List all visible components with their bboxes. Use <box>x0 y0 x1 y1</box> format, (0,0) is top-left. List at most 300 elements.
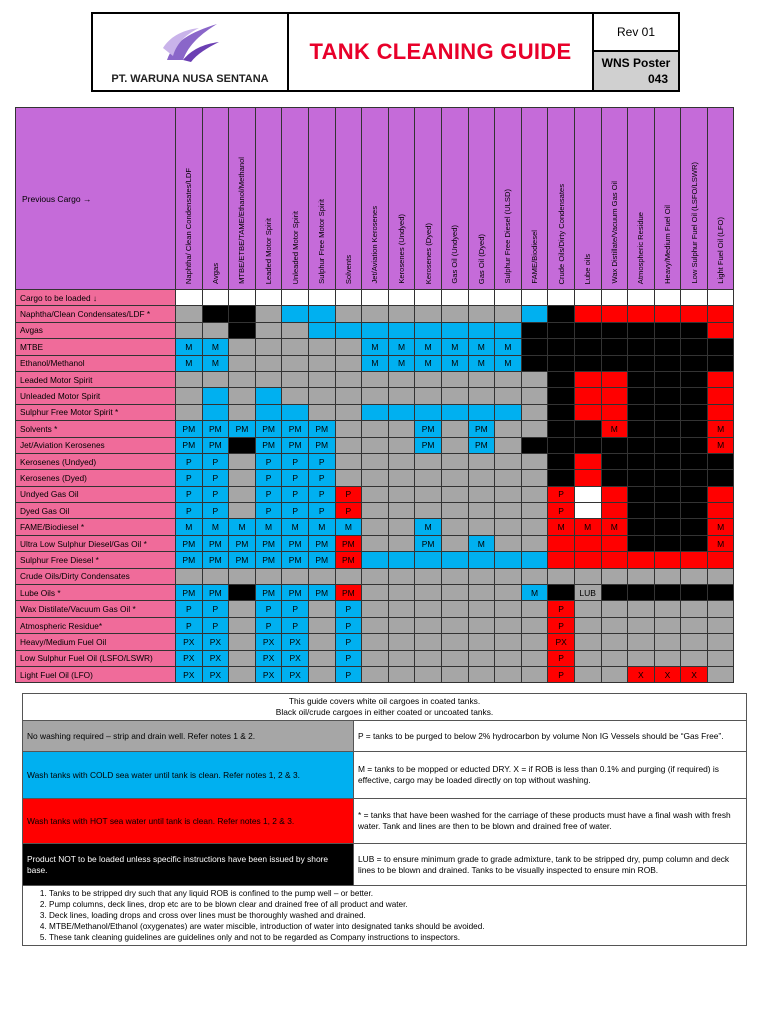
matrix-cell: P <box>548 601 575 617</box>
matrix-cell <box>255 355 282 371</box>
row-header: Unleaded Motor Spirit <box>16 388 176 404</box>
matrix-cell <box>521 617 548 633</box>
matrix-cell <box>362 486 389 502</box>
matrix-cell: P <box>255 601 282 617</box>
matrix-cell <box>335 470 362 486</box>
matrix-cell <box>468 650 495 666</box>
matrix-cell: P <box>176 601 203 617</box>
poster-line1: WNS Poster <box>601 56 671 70</box>
matrix-cell <box>255 371 282 387</box>
matrix-cell <box>628 404 655 420</box>
matrix-cell: M <box>415 519 442 535</box>
matrix-cell <box>415 666 442 682</box>
matrix-cell: PM <box>202 585 229 601</box>
matrix-cell <box>415 601 442 617</box>
matrix-cell <box>468 470 495 486</box>
matrix-cell <box>282 404 309 420</box>
column-header-label: Kerosenes (Dyed) <box>423 222 433 284</box>
matrix-cell: M <box>707 535 734 551</box>
matrix-cell <box>601 290 628 306</box>
matrix-cell <box>521 552 548 568</box>
column-header <box>388 108 415 290</box>
matrix-cell <box>388 650 415 666</box>
matrix-cell <box>229 617 256 633</box>
matrix-cell <box>707 470 734 486</box>
matrix-cell <box>388 519 415 535</box>
matrix-cell: P <box>176 470 203 486</box>
column-header-label: Atmospheric Residue <box>636 211 646 284</box>
matrix-cell <box>388 535 415 551</box>
matrix-cell <box>362 666 389 682</box>
matrix-cell <box>654 339 681 355</box>
matrix-cell: PM <box>255 585 282 601</box>
cargo-to-be-loaded-label: Cargo to be loaded ↓ <box>16 290 176 306</box>
matrix-cell <box>601 371 628 387</box>
matrix-cell <box>335 568 362 584</box>
matrix-cell: P <box>548 666 575 682</box>
matrix-row <box>16 503 734 519</box>
matrix-cell <box>681 585 708 601</box>
matrix-cell <box>654 388 681 404</box>
matrix-cell <box>176 290 203 306</box>
matrix-cell <box>495 486 522 502</box>
matrix-cell <box>601 322 628 338</box>
matrix-cell <box>681 470 708 486</box>
matrix-cell <box>308 601 335 617</box>
matrix-cell <box>495 585 522 601</box>
matrix-cell: PX <box>176 666 203 682</box>
row-header: Wax Distilate/Vacuum Gas Oil * <box>16 601 176 617</box>
column-header <box>282 108 309 290</box>
matrix-cell <box>521 339 548 355</box>
matrix-cell: M <box>362 339 389 355</box>
matrix-cell <box>628 388 655 404</box>
column-header <box>255 108 282 290</box>
matrix-cell <box>441 306 468 322</box>
matrix-cell <box>388 306 415 322</box>
matrix-cell: M <box>707 437 734 453</box>
column-header-label: Naphtha/ Clean Condensates/LDF <box>184 167 194 284</box>
matrix-cell <box>415 453 442 469</box>
matrix-cell: P <box>255 453 282 469</box>
matrix-cell <box>628 421 655 437</box>
matrix-cell <box>654 617 681 633</box>
matrix-cell: M <box>601 519 628 535</box>
matrix-cell <box>521 666 548 682</box>
matrix-cell <box>468 552 495 568</box>
matrix-cell: M <box>548 519 575 535</box>
matrix-cell <box>574 552 601 568</box>
matrix-cell: P <box>335 650 362 666</box>
column-header-label: Crude Oils/Dirty Condensates <box>556 183 566 284</box>
matrix-cell <box>521 355 548 371</box>
matrix-cell <box>415 290 442 306</box>
matrix-cell <box>282 388 309 404</box>
matrix-cell <box>468 519 495 535</box>
matrix-cell <box>362 585 389 601</box>
revision-label: Rev 01 <box>594 14 678 52</box>
row-header: Light Fuel Oil (LFO) <box>16 666 176 682</box>
matrix-row <box>16 552 734 568</box>
matrix-row <box>16 519 734 535</box>
row-header: Leaded Motor Spirit <box>16 371 176 387</box>
matrix-cell <box>574 601 601 617</box>
matrix-cell: LUB <box>574 585 601 601</box>
matrix-cell: P <box>255 486 282 502</box>
matrix-cell <box>308 322 335 338</box>
matrix-cell <box>707 617 734 633</box>
matrix-cell <box>468 568 495 584</box>
matrix-cell <box>681 634 708 650</box>
column-header-label: Kerosenes (Undyed) <box>397 214 407 284</box>
matrix-cell <box>574 650 601 666</box>
matrix-cell <box>308 339 335 355</box>
matrix-cell <box>229 453 256 469</box>
legend-intro <box>23 694 747 721</box>
matrix-cell <box>521 470 548 486</box>
matrix-cell <box>681 552 708 568</box>
matrix-cell: P <box>202 486 229 502</box>
matrix-cell <box>574 388 601 404</box>
matrix-cell <box>574 306 601 322</box>
matrix-cell <box>707 339 734 355</box>
column-header <box>707 108 734 290</box>
matrix-cell <box>548 355 575 371</box>
column-header <box>495 108 522 290</box>
matrix-cell: PM <box>202 421 229 437</box>
matrix-cell <box>601 470 628 486</box>
matrix-cell <box>628 322 655 338</box>
matrix-cell <box>521 601 548 617</box>
matrix-row <box>16 339 734 355</box>
column-header <box>202 108 229 290</box>
matrix-cell <box>468 601 495 617</box>
matrix-cell <box>441 634 468 650</box>
matrix-cell <box>308 290 335 306</box>
matrix-cell: M <box>176 339 203 355</box>
matrix-cell <box>362 601 389 617</box>
matrix-cell <box>308 388 335 404</box>
matrix-cell <box>308 404 335 420</box>
matrix-cell: PX <box>548 634 575 650</box>
matrix-cell: P <box>255 470 282 486</box>
matrix-cell <box>495 650 522 666</box>
matrix-cell: PM <box>176 552 203 568</box>
matrix-cell <box>654 404 681 420</box>
matrix-cell: PX <box>255 666 282 682</box>
matrix-cell <box>654 421 681 437</box>
matrix-cell <box>601 306 628 322</box>
matrix-cell <box>362 470 389 486</box>
matrix-cell: P <box>282 617 309 633</box>
matrix-cell: P <box>255 503 282 519</box>
matrix-cell <box>628 355 655 371</box>
matrix-cell <box>229 339 256 355</box>
matrix-cell <box>255 388 282 404</box>
matrix-cell <box>415 634 442 650</box>
matrix-cell <box>654 322 681 338</box>
column-header <box>308 108 335 290</box>
column-header <box>415 108 442 290</box>
matrix-cell <box>441 568 468 584</box>
matrix-cell <box>681 306 708 322</box>
matrix-cell: PM <box>202 552 229 568</box>
matrix-cell: PM <box>335 535 362 551</box>
matrix-cell <box>362 552 389 568</box>
matrix-cell <box>202 290 229 306</box>
row-header: Atmospheric Residue* <box>16 617 176 633</box>
matrix-cell <box>415 322 442 338</box>
matrix-cell: P <box>335 666 362 682</box>
matrix-cell <box>654 634 681 650</box>
matrix-cell <box>255 322 282 338</box>
matrix-cell <box>548 568 575 584</box>
matrix-cell <box>229 666 256 682</box>
matrix-cell: P <box>308 470 335 486</box>
matrix-cell <box>654 355 681 371</box>
matrix-cell: X <box>654 666 681 682</box>
matrix-cell <box>574 634 601 650</box>
column-header <box>441 108 468 290</box>
poster-id <box>594 52 678 90</box>
matrix-cell <box>441 535 468 551</box>
matrix-cell <box>335 388 362 404</box>
matrix-row <box>16 371 734 387</box>
matrix-cell <box>176 404 203 420</box>
matrix-cell <box>495 666 522 682</box>
note-item: 4. MTBE/Methanol/Ethanol (oxygenates) are water miscible, introduction of water into designated tanks should be avoided. <box>49 921 742 932</box>
matrix-cell: PX <box>255 650 282 666</box>
matrix-cell <box>707 453 734 469</box>
matrix-cell <box>229 322 256 338</box>
matrix-cell: P <box>335 634 362 650</box>
matrix-cell <box>441 503 468 519</box>
matrix-cell <box>495 388 522 404</box>
matrix-cell <box>601 650 628 666</box>
matrix-cell <box>468 585 495 601</box>
matrix-cell: M <box>176 355 203 371</box>
matrix-cell <box>628 535 655 551</box>
matrix-cell <box>468 453 495 469</box>
matrix-cell <box>362 371 389 387</box>
row-header: Lube Oils * <box>16 585 176 601</box>
matrix-cell <box>574 486 601 502</box>
matrix-cell: PX <box>282 650 309 666</box>
matrix-cell: P <box>335 503 362 519</box>
matrix-cell <box>441 371 468 387</box>
matrix-cell <box>548 535 575 551</box>
matrix-cell <box>654 437 681 453</box>
matrix-cell: M <box>468 339 495 355</box>
matrix-cell <box>362 634 389 650</box>
matrix-cell: P <box>308 503 335 519</box>
matrix-row <box>16 617 734 633</box>
matrix-cell <box>574 437 601 453</box>
matrix-cell <box>548 437 575 453</box>
matrix-cell: M <box>468 355 495 371</box>
matrix-cell: PM <box>468 437 495 453</box>
matrix-cell: M <box>601 421 628 437</box>
matrix-cell <box>681 322 708 338</box>
matrix-cell <box>548 585 575 601</box>
matrix-cell <box>681 421 708 437</box>
matrix-cell <box>415 503 442 519</box>
matrix-cell <box>388 585 415 601</box>
matrix-cell <box>308 634 335 650</box>
company-logo-icon <box>155 20 225 66</box>
column-header-label: Avgas <box>210 263 220 284</box>
matrix-cell <box>574 568 601 584</box>
matrix-cell <box>308 650 335 666</box>
matrix-cell: PM <box>308 535 335 551</box>
matrix-cell <box>202 404 229 420</box>
matrix-cell <box>229 355 256 371</box>
matrix-cell <box>441 666 468 682</box>
column-header-label: MTBE/ETBE/TAME/Ethanol/Methanol <box>237 157 247 284</box>
matrix-cell <box>388 552 415 568</box>
matrix-cell <box>574 535 601 551</box>
matrix-cell <box>601 552 628 568</box>
column-header <box>654 108 681 290</box>
matrix-cell <box>707 290 734 306</box>
matrix-cell <box>548 371 575 387</box>
matrix-cell <box>548 339 575 355</box>
matrix-cell: PM <box>308 437 335 453</box>
matrix-cell <box>441 650 468 666</box>
matrix-cell <box>229 404 256 420</box>
matrix-cell: M <box>574 519 601 535</box>
column-header-label: Gas Oil (Dyed) <box>476 233 486 284</box>
matrix-cell: M <box>202 519 229 535</box>
matrix-cell <box>362 568 389 584</box>
matrix-cell <box>388 634 415 650</box>
notes-list <box>27 888 742 943</box>
matrix-cell <box>654 453 681 469</box>
matrix-cell: PX <box>176 634 203 650</box>
matrix-cell <box>468 322 495 338</box>
matrix-cell: P <box>335 601 362 617</box>
matrix-cell: P <box>548 617 575 633</box>
matrix-cell <box>415 486 442 502</box>
matrix-cell: PM <box>176 535 203 551</box>
matrix-cell <box>548 404 575 420</box>
matrix-cell <box>255 306 282 322</box>
matrix-cell <box>654 290 681 306</box>
matrix-cell <box>229 585 256 601</box>
matrix-cell <box>707 503 734 519</box>
column-header <box>681 108 708 290</box>
matrix-cell <box>601 601 628 617</box>
matrix-cell <box>282 290 309 306</box>
matrix-cell: PM <box>176 437 203 453</box>
matrix-cell <box>628 552 655 568</box>
company-name: PT. WARUNA NUSA SENTANA <box>111 72 269 85</box>
matrix-cell <box>282 355 309 371</box>
matrix-cell <box>628 470 655 486</box>
matrix-cell <box>681 650 708 666</box>
matrix-cell <box>574 404 601 420</box>
matrix-cell <box>229 470 256 486</box>
matrix-cell <box>707 371 734 387</box>
matrix-cell: M <box>202 339 229 355</box>
matrix-cell: P <box>282 470 309 486</box>
matrix-cell <box>388 388 415 404</box>
matrix-cell <box>681 339 708 355</box>
matrix-cell <box>707 666 734 682</box>
matrix-cell <box>548 322 575 338</box>
matrix-cell: P <box>202 503 229 519</box>
matrix-cell: PX <box>202 634 229 650</box>
matrix-cell <box>601 666 628 682</box>
matrix-cell: P <box>548 486 575 502</box>
matrix-cell: M <box>388 355 415 371</box>
matrix-cell <box>681 617 708 633</box>
matrix-cell <box>654 552 681 568</box>
matrix-cell <box>282 339 309 355</box>
matrix-cell <box>548 453 575 469</box>
matrix-cell: P <box>202 470 229 486</box>
matrix-cell <box>601 453 628 469</box>
matrix-row <box>16 634 734 650</box>
matrix-cell <box>229 306 256 322</box>
matrix-cell: P <box>176 617 203 633</box>
matrix-cell <box>521 535 548 551</box>
matrix-cell: P <box>202 601 229 617</box>
legend-desc-lub: LUB = to ensure minimum grade to grade admixture, tank to be stripped dry, pump column and deck lines to be blown and drained. Tanks to be visually inspected to ensure min ROB. <box>354 844 747 886</box>
matrix-cell <box>654 519 681 535</box>
matrix-cell <box>362 322 389 338</box>
matrix-cell <box>654 568 681 584</box>
matrix-row <box>16 486 734 502</box>
matrix-cell <box>229 503 256 519</box>
column-header-label: Leaded Motor Spirit <box>264 217 274 284</box>
legend-key-grey: No washing required – strip and drain well. Refer notes 1 & 2. <box>23 721 354 752</box>
matrix-cell <box>415 470 442 486</box>
column-header <box>521 108 548 290</box>
matrix-cell: PM <box>202 437 229 453</box>
matrix-cell: M <box>282 519 309 535</box>
matrix-cell <box>628 617 655 633</box>
cleaning-matrix <box>15 107 734 683</box>
column-header-label: Jet/Aviation Kerosenes <box>370 206 380 284</box>
matrix-cell <box>495 503 522 519</box>
matrix-cell <box>282 568 309 584</box>
matrix-cell: PM <box>308 421 335 437</box>
matrix-cell <box>441 404 468 420</box>
matrix-cell <box>362 437 389 453</box>
matrix-cell <box>521 453 548 469</box>
matrix-cell <box>707 634 734 650</box>
matrix-cell <box>335 290 362 306</box>
matrix-cell <box>335 322 362 338</box>
matrix-cell <box>681 486 708 502</box>
matrix-cell <box>335 437 362 453</box>
matrix-cell <box>388 503 415 519</box>
matrix-row <box>16 535 734 551</box>
matrix-cell: M <box>415 339 442 355</box>
matrix-cell <box>521 650 548 666</box>
matrix-cell <box>441 486 468 502</box>
matrix-cell <box>628 339 655 355</box>
matrix-cell <box>441 585 468 601</box>
matrix-cell <box>574 290 601 306</box>
matrix-row <box>16 404 734 420</box>
matrix-cell <box>521 486 548 502</box>
note-item: 2. Pump columns, deck lines, drop etc are to be blown clear and drained free of all product and water. <box>49 899 742 910</box>
matrix-cell <box>681 568 708 584</box>
matrix-cell: M <box>521 585 548 601</box>
matrix-cell <box>628 601 655 617</box>
